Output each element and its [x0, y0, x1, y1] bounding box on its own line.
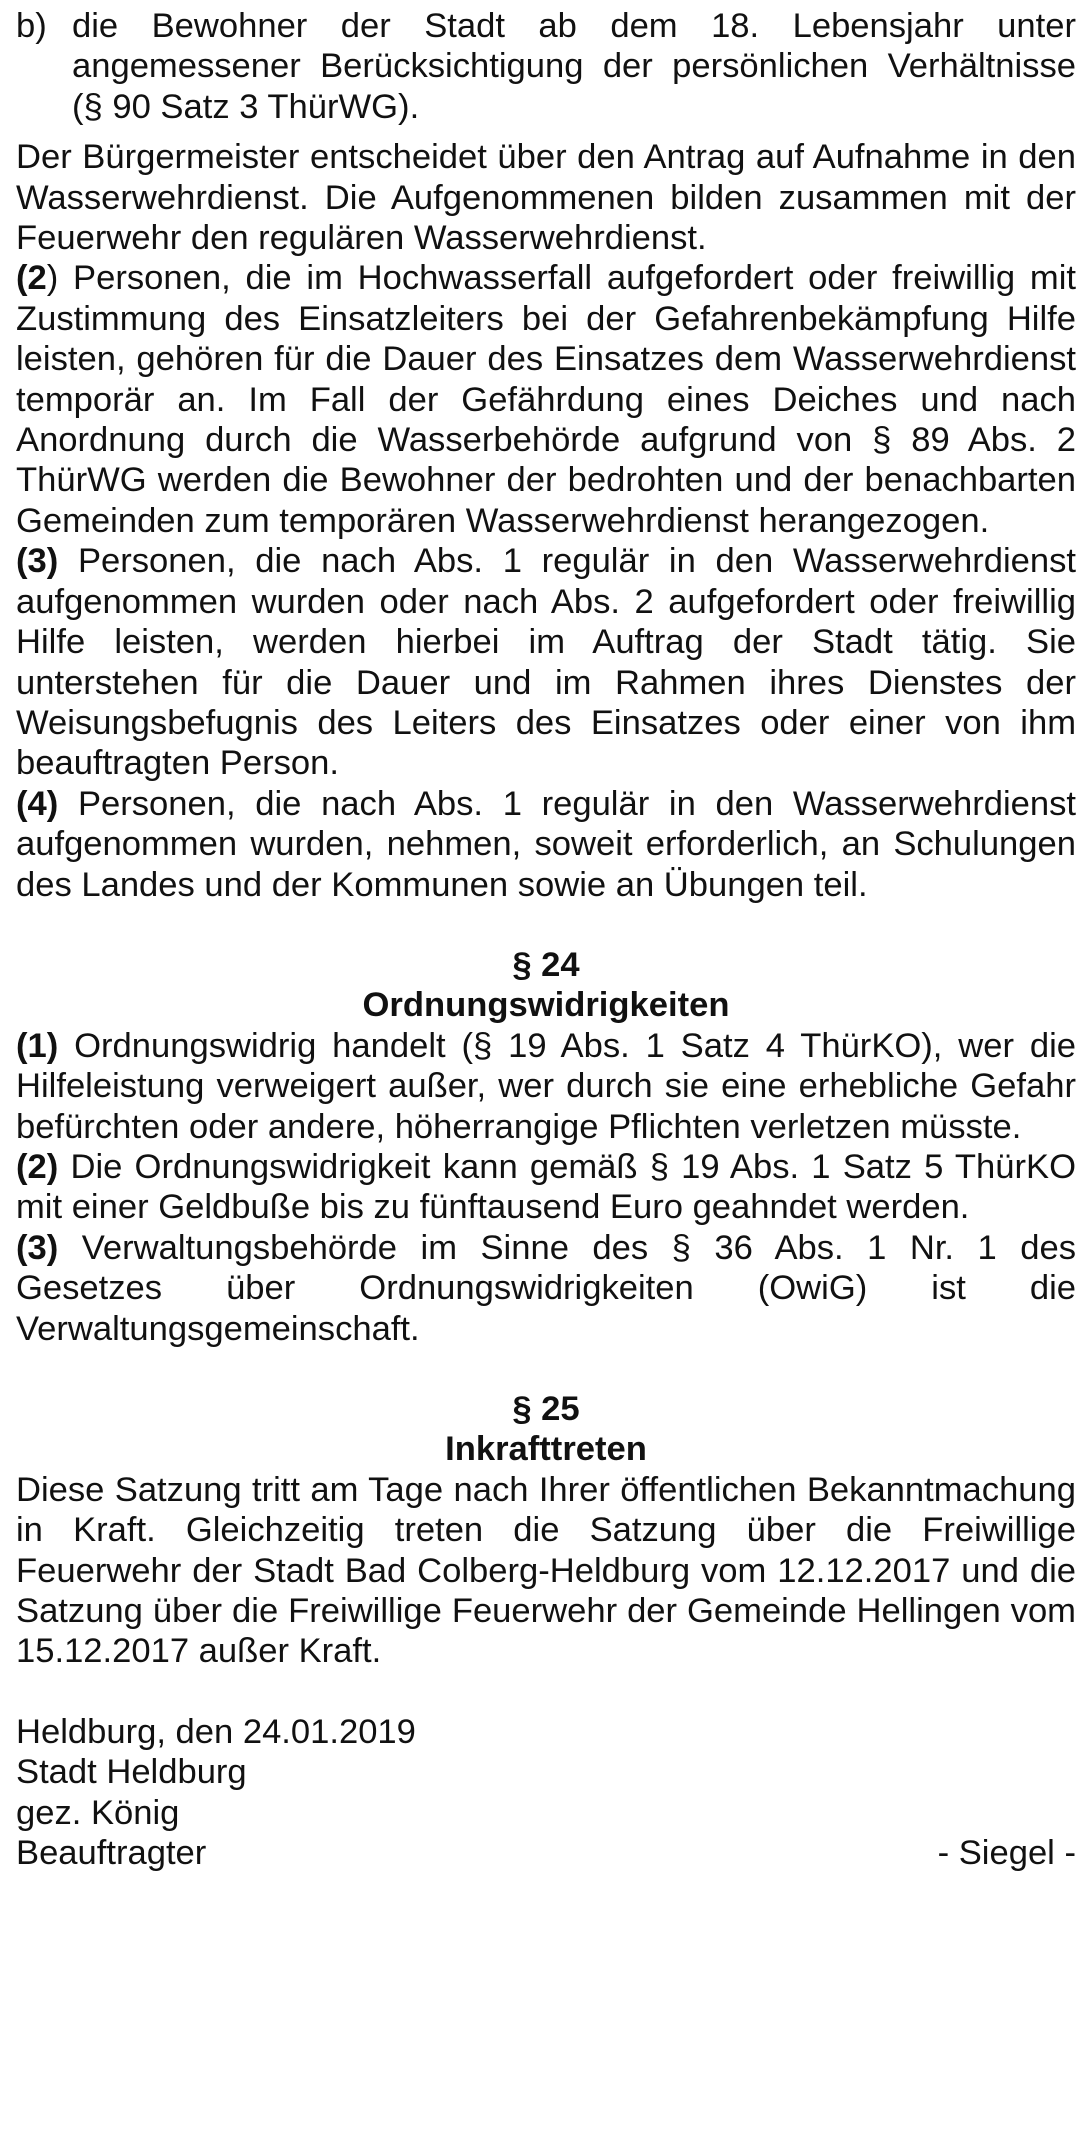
- section-24-title: Ordnungswidrigkeiten: [362, 986, 730, 1025]
- signature-role: Beauftragter: [16, 1834, 207, 1873]
- paragraph-text: ) Personen, die im Hochwasserfall aufgefordert oder freiwillig mit Zustimmung des Einsatzleiters bei der Gefahrenbekämpfung Hilfe leisten, gehören für die Dauer des Einsatzes dem Wasserwehrdienst temporär an. Im Fall der Gefährdung eines Deiches und nach Anordnung durch die Wasserbehörde aufgrund von § 89 Abs. 2 ThürWG werden die Bewohner der bedrohten und der benachbarten Gemeinden zum temporären Wasserwehrdienst herangezogen.: [16, 259, 1076, 540]
- seal-note: - Siegel -: [937, 1834, 1076, 1873]
- s24-paragraph-2: [16, 1147, 1076, 1228]
- section-25-number: § 25: [512, 1390, 580, 1428]
- paragraph-text: Personen, die nach Abs. 1 regulär in den Wasserwehrdienst aufgenommen wurden oder nach Abs. 2 aufgefordert oder freiwillig Hilfe leisten, werden hierbei im Auftrag der Stadt tätig. Sie unterstehen für die Dauer und im Rahmen ihres Dienstes der Weisungsbefugnis des Leiters des Einsatzes oder einer von ihm beauftragten Person.: [16, 542, 1076, 783]
- paragraph-number: (1): [16, 1026, 59, 1065]
- paragraph-text: Personen, die nach Abs. 1 regulär in den Wasserwehrdienst aufgenommen wurden, nehmen, soweit erforderlich, an Schulungen des Landes und der Kommunen sowie an Übungen teil.: [16, 784, 1076, 904]
- paragraph-3: [16, 541, 1076, 783]
- paragraph-mayor-decision: Der Bürgermeister entscheidet über den Antrag auf Aufnahme in den Wasserwehrdienst. Die Aufgenommenen bilden zusammen mit der Feuerwehr den regulären Wasserwehrdienst.: [16, 138, 1076, 258]
- paragraph-number: (2: [16, 259, 47, 298]
- paragraph-text: Ordnungswidrig handelt (§ 19 Abs. 1 Satz 4 ThürKO), wer die Hilfeleistung verweigert außer, wer durch sie eine erhebliche Gefahr befürchten oder andere, höherrangige Pflichten verletzen müsste.: [16, 1026, 1076, 1146]
- list-marker: b): [16, 7, 47, 45]
- section-24-number: § 24: [512, 945, 580, 984]
- signature-authority: Stadt Heldburg: [16, 1753, 247, 1792]
- paragraph-text: Verwaltungsbehörde im Sinne des § 36 Abs. 1 Nr. 1 des Gesetzes über Ordnungswidrigkeiten (OwiG) ist die Verwaltungsgemeinschaft.: [16, 1228, 1076, 1348]
- paragraph-2: [16, 258, 1076, 541]
- paragraph-number: (3): [16, 542, 59, 581]
- s24-paragraph-1: [16, 1026, 1076, 1147]
- paragraph-text: Die Ordnungswidrigkeit kann gemäß § 19 Abs. 1 Satz 5 ThürKO mit einer Geldbuße bis zu fünftausend Euro geahndet werden.: [16, 1147, 1076, 1227]
- s24-paragraph-3: [16, 1228, 1076, 1349]
- signature-role-line: [16, 1833, 1076, 1873]
- signature-signed: gez. König: [16, 1793, 180, 1832]
- list-item-b: [16, 6, 1076, 127]
- signature-place-date: Heldburg, den 24.01.2019: [16, 1712, 416, 1751]
- paragraph-number: (3): [16, 1228, 59, 1267]
- paragraph-number: (2): [16, 1147, 59, 1186]
- list-item-text: die Bewohner der Stadt ab dem 18. Lebensjahr unter angemessener Berücksichtigung der persönlichen Verhältnisse (§ 90 Satz 3 ThürWG).: [72, 7, 1076, 126]
- section-25-title: Inkrafttreten: [445, 1430, 647, 1469]
- signature-block: [16, 1712, 1076, 1874]
- s25-paragraph: Diese Satzung tritt am Tage nach Ihrer öffentlichen Bekanntmachung in Kraft. Gleichzeitig treten die Satzung über die Freiwillige Feuerwehr der Stadt Bad Colberg-Heldburg vom 12.12.2017 und die Satzung über die Freiwillige Feuerwehr der Gemeinde Hellingen vom 15.12.2017 außer Kraft.: [16, 1470, 1076, 1671]
- paragraph-number: (4): [16, 784, 59, 823]
- paragraph-4: [16, 784, 1076, 905]
